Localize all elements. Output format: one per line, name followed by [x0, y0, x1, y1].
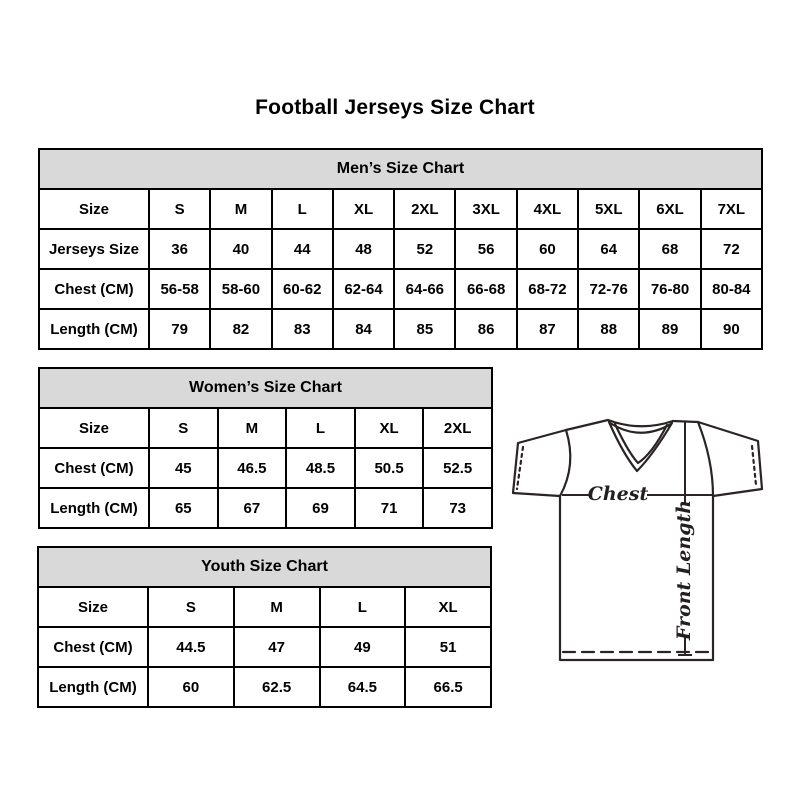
table-cell: 64-66 — [394, 269, 455, 309]
row-header-cell: Chest (CM) — [38, 627, 148, 667]
table-cell: 58-60 — [210, 269, 271, 309]
row-header-cell: Size — [39, 189, 149, 229]
youth-size-table — [37, 546, 492, 708]
row-header-cell: Chest (CM) — [39, 269, 149, 309]
table-title: Women’s Size Chart — [39, 368, 492, 408]
table-cell: L — [286, 408, 355, 448]
table-cell: 2XL — [394, 189, 455, 229]
jersey-measurement-diagram — [505, 410, 767, 664]
table-cell: 49 — [320, 627, 406, 667]
table-cell: 83 — [272, 309, 333, 349]
table-row — [39, 189, 762, 229]
table-cell: 48.5 — [286, 448, 355, 488]
table-cell: 44 — [272, 229, 333, 269]
table-cell: 67 — [218, 488, 287, 528]
table-cell: 64.5 — [320, 667, 406, 707]
table-cell: L — [320, 587, 406, 627]
table-cell: 65 — [149, 488, 218, 528]
jersey-right-sleeve — [698, 422, 762, 496]
table-cell: 79 — [149, 309, 210, 349]
page-title: Football Jerseys Size Chart — [255, 96, 535, 119]
table-cell: 60 — [148, 667, 234, 707]
table-cell: 52.5 — [423, 448, 492, 488]
table-cell: 87 — [517, 309, 578, 349]
table-row — [39, 448, 492, 488]
table-cell: 4XL — [517, 189, 578, 229]
table-cell: M — [218, 408, 287, 448]
table-cell: 56 — [455, 229, 516, 269]
row-header-cell: Length (CM) — [39, 488, 149, 528]
table-cell: XL — [333, 189, 394, 229]
table-cell: 66.5 — [405, 667, 491, 707]
table-cell: 82 — [210, 309, 271, 349]
table-cell: 47 — [234, 627, 320, 667]
table-cell: 50.5 — [355, 448, 424, 488]
table-cell: 71 — [355, 488, 424, 528]
table-cell: 3XL — [455, 189, 516, 229]
table-cell: 72 — [701, 229, 762, 269]
table-row — [39, 309, 762, 349]
table-cell: 86 — [455, 309, 516, 349]
table-cell: 72-76 — [578, 269, 639, 309]
table-cell: 62-64 — [333, 269, 394, 309]
table-cell: 40 — [210, 229, 271, 269]
row-header-cell: Length (CM) — [38, 667, 148, 707]
womens-size-table — [38, 367, 493, 529]
table-cell: 89 — [639, 309, 700, 349]
table-cell: XL — [405, 587, 491, 627]
table-cell: 45 — [149, 448, 218, 488]
table-row — [38, 667, 491, 707]
table-title: Youth Size Chart — [38, 547, 491, 587]
table-cell: 6XL — [639, 189, 700, 229]
table-cell: S — [149, 408, 218, 448]
table-cell: 73 — [423, 488, 492, 528]
table-cell: M — [210, 189, 271, 229]
table-cell: 66-68 — [455, 269, 516, 309]
table-cell: 68-72 — [517, 269, 578, 309]
front-length-label: Front Length — [673, 499, 695, 641]
jersey-left-shoulder — [566, 420, 608, 430]
table-cell: 5XL — [578, 189, 639, 229]
table-row — [38, 587, 491, 627]
table-cell: 84 — [333, 309, 394, 349]
table-cell: 60 — [517, 229, 578, 269]
table-cell: 46.5 — [218, 448, 287, 488]
jersey-diagram-svg — [505, 410, 767, 664]
table-cell: 90 — [701, 309, 762, 349]
row-header-cell: Chest (CM) — [39, 448, 149, 488]
row-header-cell: Size — [38, 587, 148, 627]
table-cell: 62.5 — [234, 667, 320, 707]
table-cell: M — [234, 587, 320, 627]
table-cell: XL — [355, 408, 424, 448]
table-row — [39, 488, 492, 528]
table-cell: 2XL — [423, 408, 492, 448]
jersey-right-cuff-dashed-line — [752, 446, 756, 485]
table-cell: 52 — [394, 229, 455, 269]
table-cell: S — [149, 189, 210, 229]
table-cell: 88 — [578, 309, 639, 349]
table-cell: 80-84 — [701, 269, 762, 309]
table-cell: 64 — [578, 229, 639, 269]
table-cell: 56-58 — [149, 269, 210, 309]
table-row — [39, 408, 492, 448]
chest-label: Chest — [587, 483, 649, 505]
table-cell: 69 — [286, 488, 355, 528]
row-header-cell: Jerseys Size — [39, 229, 149, 269]
table-cell: 60-62 — [272, 269, 333, 309]
table-row — [39, 269, 762, 309]
table-row — [39, 229, 762, 269]
table-cell: 7XL — [701, 189, 762, 229]
table-cell: 85 — [394, 309, 455, 349]
table-title: Men’s Size Chart — [39, 149, 762, 189]
table-cell: 68 — [639, 229, 700, 269]
table-cell: 48 — [333, 229, 394, 269]
jersey-collar-back-arc — [608, 420, 673, 426]
jersey-left-armhole — [560, 430, 570, 496]
row-header-cell: Length (CM) — [39, 309, 149, 349]
table-cell: 44.5 — [148, 627, 234, 667]
table-cell: 51 — [405, 627, 491, 667]
table-row — [38, 627, 491, 667]
mens-size-table — [38, 148, 763, 350]
table-cell: L — [272, 189, 333, 229]
jersey-right-armhole — [698, 422, 713, 496]
table-cell: S — [148, 587, 234, 627]
row-header-cell: Size — [39, 408, 149, 448]
table-cell: 76-80 — [639, 269, 700, 309]
table-cell: 36 — [149, 229, 210, 269]
